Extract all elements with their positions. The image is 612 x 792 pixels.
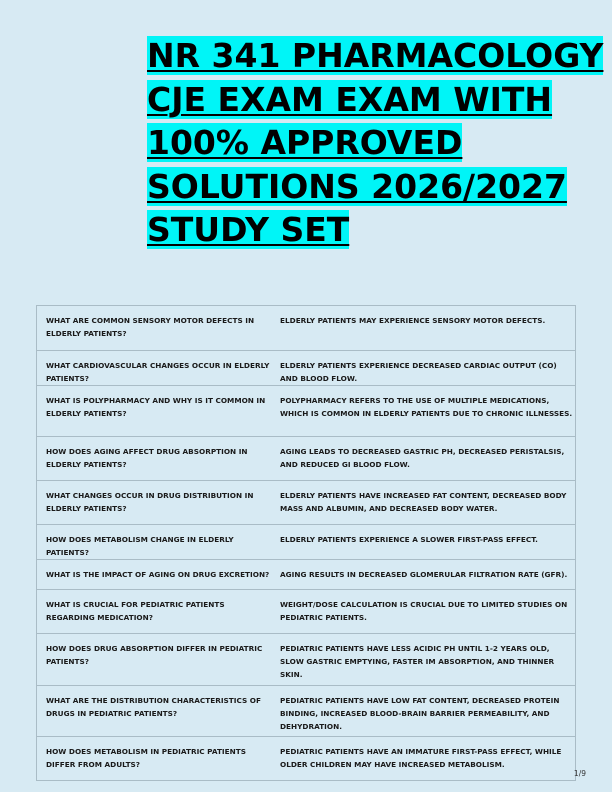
answer-cell: PEDIATRIC PATIENTS HAVE LOW FAT CONTENT, DECREASED PROTEIN BINDING, INCREASED BLOOD-BRAIN BARRIER PERMEABILITY, AND DEHYDRATION. xyxy=(274,686,576,737)
title-line: STUDY SET xyxy=(147,210,350,249)
qa-table xyxy=(36,305,576,781)
question-cell: WHAT IS CRUCIAL FOR PEDIATRIC PATIENTS REGARDING MEDICATION? xyxy=(37,590,275,634)
table-row xyxy=(37,351,576,386)
answer-cell: PEDIATRIC PATIENTS HAVE AN IMMATURE FIRST-PASS EFFECT, WHILE OLDER CHILDREN MAY HAVE INCREASED METABOLISM. xyxy=(274,737,576,781)
table-row xyxy=(37,437,576,481)
table-row xyxy=(37,686,576,737)
table-row xyxy=(37,386,576,437)
table-row xyxy=(37,634,576,686)
answer-cell: POLYPHARMACY REFERS TO THE USE OF MULTIPLE MEDICATIONS, WHICH IS COMMON IN ELDERLY PATIENTS DUE TO CHRONIC ILLNESSES. xyxy=(274,386,576,437)
question-cell: HOW DOES METABOLISM IN PEDIATRIC PATIENTS DIFFER FROM ADULTS? xyxy=(37,737,275,781)
title-line: NR 341 PHARMACOLOGY xyxy=(147,36,604,75)
answer-cell: ELDERLY PATIENTS MAY EXPERIENCE SENSORY MOTOR DEFECTS. xyxy=(274,306,576,351)
document-title xyxy=(147,34,604,252)
table-row xyxy=(37,481,576,525)
answer-cell: PEDIATRIC PATIENTS HAVE LESS ACIDIC PH UNTIL 1-2 YEARS OLD, SLOW GASTRIC EMPTYING, FASTER IM ABSORPTION, AND THINNER SKIN. xyxy=(274,634,576,686)
table-row xyxy=(37,525,576,560)
question-cell: HOW DOES METABOLISM CHANGE IN ELDERLY PATIENTS? xyxy=(37,525,275,560)
answer-cell: AGING LEADS TO DECREASED GASTRIC PH, DECREASED PERISTALSIS, AND REDUCED GI BLOOD FLOW. xyxy=(274,437,576,481)
question-cell: WHAT CHANGES OCCUR IN DRUG DISTRIBUTION IN ELDERLY PATIENTS? xyxy=(37,481,275,525)
question-cell: WHAT IS POLYPHARMACY AND WHY IS IT COMMON IN ELDERLY PATIENTS? xyxy=(37,386,275,437)
answer-cell: ELDERLY PATIENTS EXPERIENCE DECREASED CARDIAC OUTPUT (CO) AND BLOOD FLOW. xyxy=(274,351,576,386)
title-line: SOLUTIONS 2026/2027 xyxy=(147,166,567,206)
question-cell: HOW DOES AGING AFFECT DRUG ABSORPTION IN ELDERLY PATIENTS? xyxy=(37,437,275,481)
question-cell: HOW DOES DRUG ABSORPTION DIFFER IN PEDIATRIC PATIENTS? xyxy=(37,634,275,686)
table-row xyxy=(37,737,576,781)
title-line: 100% APPROVED xyxy=(147,123,463,162)
question-cell: WHAT CARDIOVASCULAR CHANGES OCCUR IN ELDERLY PATIENTS? xyxy=(37,351,275,386)
title-line: CJE EXAM EXAM WITH xyxy=(147,79,553,119)
answer-cell: ELDERLY PATIENTS EXPERIENCE A SLOWER FIRST-PASS EFFECT. xyxy=(274,525,576,560)
answer-cell: WEIGHT/DOSE CALCULATION IS CRUCIAL DUE TO LIMITED STUDIES ON PEDIATRIC PATIENTS. xyxy=(274,590,576,634)
answer-cell: AGING RESULTS IN DECREASED GLOMERULAR FILTRATION RATE (GFR). xyxy=(274,560,576,590)
table-row xyxy=(37,590,576,634)
table-row xyxy=(37,560,576,590)
question-cell: WHAT ARE THE DISTRIBUTION CHARACTERISTICS OF DRUGS IN PEDIATRIC PATIENTS? xyxy=(37,686,275,737)
table-row xyxy=(37,306,576,351)
answer-cell: ELDERLY PATIENTS HAVE INCREASED FAT CONTENT, DECREASED BODY MASS AND ALBUMIN, AND DECREASED BODY WATER. xyxy=(274,481,576,525)
question-cell: WHAT IS THE IMPACT OF AGING ON DRUG EXCRETION? xyxy=(37,560,275,590)
page-number: 1/9 xyxy=(573,769,586,778)
question-cell: WHAT ARE COMMON SENSORY MOTOR DEFECTS IN ELDERLY PATIENTS? xyxy=(37,306,275,351)
